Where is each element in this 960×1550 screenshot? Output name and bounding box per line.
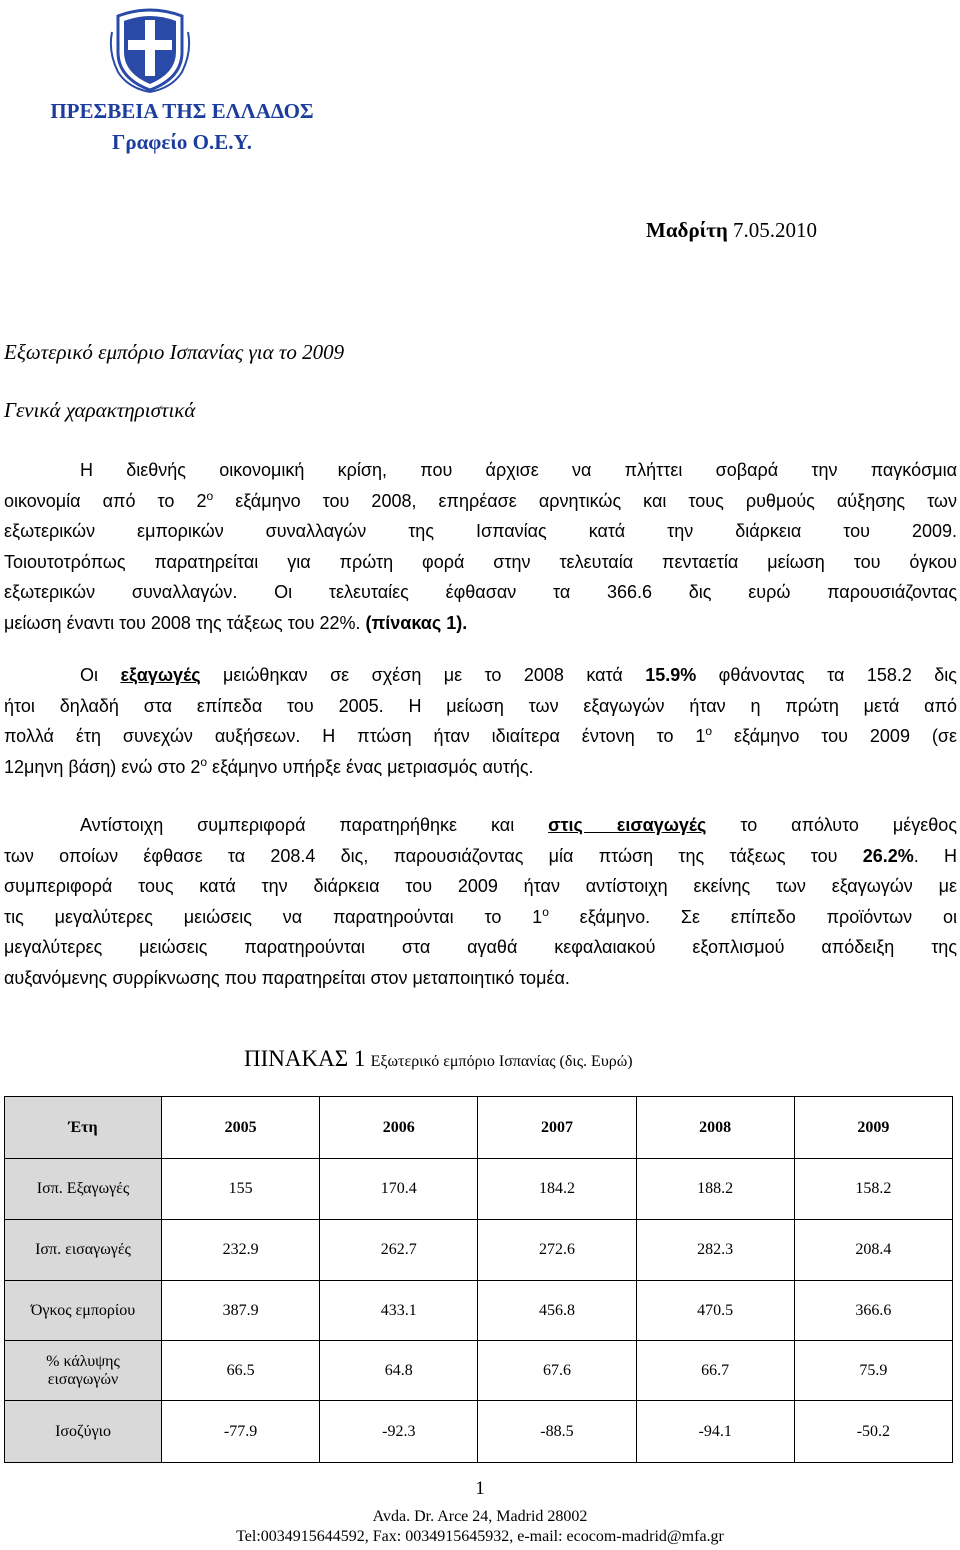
table-cell: 66.5 (162, 1341, 320, 1401)
greek-cross-shield-emblem-icon (108, 2, 192, 94)
row-label: Ισοζύγιο (5, 1401, 162, 1463)
table-cell: 64.8 (320, 1341, 478, 1401)
paragraph-overview (4, 455, 957, 638)
row-label: Όγκος εμπορίου (5, 1281, 162, 1341)
table-cell: 158.2 (794, 1159, 952, 1220)
table-cell: 170.4 (320, 1159, 478, 1220)
table-cell: -50.2 (794, 1401, 952, 1463)
document-date (646, 218, 817, 243)
text-line: εξωτερικών συναλλαγών. Οι τελευταίες έφθασαν τα 366.6 δις ευρώ παρουσιάζοντας (4, 582, 957, 602)
table-cell: 387.9 (162, 1281, 320, 1341)
table-cell: 184.2 (478, 1159, 636, 1220)
row-label: % κάλυψης εισαγωγών (5, 1341, 162, 1401)
header-cell: Έτη (5, 1097, 162, 1159)
paragraph-exports (4, 660, 957, 782)
text-line: Οι εξαγωγές μειώθηκαν σε σχέση με το 2008 κατά 15.9% φθάνοντας τα 158.2 δις (80, 665, 957, 685)
text-line: μείωση έναντι του 2008 της τάξεως του 22%. (πίνακας 1). (4, 612, 468, 633)
page-number: 1 (475, 1478, 485, 1499)
table-cell: 272.6 (478, 1220, 636, 1281)
text-line: οικονομία από το $2^o$ εξάμηνο του 2008, επηρέασε αρνητικώς και τους ρυθμούς αύξησης των (4, 488, 957, 511)
table-cell: 67.6 (478, 1341, 636, 1401)
row-label: Ισπ. Εξαγωγές (5, 1159, 162, 1220)
table-row (5, 1220, 953, 1281)
text-line: Αντίστοιχη συμπεριφορά παρατηρήθηκε και στις εισαγωγές το απόλυτο μέγεθος (80, 815, 957, 835)
table-cell: -92.3 (320, 1401, 478, 1463)
text-line: συμπεριφορά τους κατά την διάρκεια του 2009 ήταν αντίστοιχη εκείνης των εξαγωγών με (4, 876, 957, 896)
embassy-name: ΠΡΕΣΒΕΙΑ ΤΗΣ ΕΛΛΑΔΟΣ (50, 99, 314, 123)
table-number: ΠΙΝΑΚΑΣ 1 (244, 1046, 366, 1071)
table-cell: 433.1 (320, 1281, 478, 1341)
header-cell: 2007 (478, 1097, 636, 1159)
table-description: Εξωτερικό εμπόριο Ισπανίας (δις. Ευρώ) (370, 1053, 633, 1070)
text-line: των οποίων έφθασε τα 208.4 δις, παρουσιάζοντας μία πτώση της τάξεως του 26.2%. Η (4, 845, 957, 866)
footer-contact: Tel:0034915644592, Fax: 0034915645932, e-mail: ecocom-madrid@mfa.gr (236, 1528, 724, 1545)
table-cell: 366.6 (794, 1281, 952, 1341)
office-name: Γραφείο Ο.Ε.Υ. (111, 130, 252, 154)
table-cell: 282.3 (636, 1220, 794, 1281)
header-cell: 2009 (794, 1097, 952, 1159)
table-cell: -77.9 (162, 1401, 320, 1463)
table-cell: -94.1 (636, 1401, 794, 1463)
text-line: τις μεγαλύτερες μειώσεις να παρατηρούνται το $1^o$ εξάμηνο. Σε επίπεδο προϊόντων οι (4, 904, 957, 927)
table-cell: 456.8 (478, 1281, 636, 1341)
trade-table (4, 1096, 953, 1463)
table-header-row (5, 1097, 953, 1159)
document-title: Εξωτερικό εμπόριο Ισπανίας για το 2009 (4, 340, 345, 364)
header-cell: 2005 (162, 1097, 320, 1159)
date-value: 7.05.2010 (733, 218, 818, 242)
table-cell: 232.9 (162, 1220, 320, 1281)
table-cell: 155 (162, 1159, 320, 1220)
table-row (5, 1341, 953, 1401)
paragraph-imports (4, 810, 957, 993)
text-line: πολλά έτη συνεχών αυξήσεων. Η πτώση ήταν ιδιαίτερα έντονη το $1^o$ εξάμηνο του 2009 (σε (4, 724, 957, 746)
table-row (5, 1401, 953, 1463)
text-line: μεγαλύτερες μειώσεις παρατηρούνται στα αγαθά κεφαλαιακού εξοπλισμού απόδειξη της (4, 937, 957, 957)
table-cell: 75.9 (794, 1341, 952, 1401)
table-cell: 66.7 (636, 1341, 794, 1401)
footer-address: Avda. Dr. Arce 24, Madrid 28002 (372, 1508, 588, 1525)
text-line: Τοιουτοτρόπως παρατηρείται για πρώτη φορά στην τελευταία πενταετία μείωση του όγκου (4, 551, 957, 572)
table-cell: 208.4 (794, 1220, 952, 1281)
date-place: Μαδρίτη (646, 218, 728, 242)
text-line: 12μηνη βάση) ενώ στο $2^o$ εξάμηνο υπήρξε ένας μετριασμός αυτής. (4, 754, 534, 777)
text-line: ήτοι δηλαδή στα επίπεδα του 2005. Η μείωση των εξαγωγών ήταν η πρώτη μετά από (4, 695, 957, 716)
section-subtitle: Γενικά χαρακτηριστικά (4, 398, 196, 422)
table-cell: 188.2 (636, 1159, 794, 1220)
table-cell: -88.5 (478, 1401, 636, 1463)
row-label: Ισπ. εισαγωγές (5, 1220, 162, 1281)
table-row (5, 1281, 953, 1341)
table-cell: 470.5 (636, 1281, 794, 1341)
text-line: Η διεθνής οικονομική κρίση, που άρχισε να πλήττει σοβαρά την παγκόσμια (80, 460, 957, 480)
text-line: εξωτερικών εμπορικών συναλλαγών της Ισπανίας κατά την διάρκεια του 2009. (4, 521, 957, 541)
text-line: αυξανόμενης συρρίκνωσης που παρατηρείται στον μεταποιητικό τομέα. (4, 967, 570, 988)
header-cell: 2008 (636, 1097, 794, 1159)
table-title (244, 1046, 633, 1072)
table-cell: 262.7 (320, 1220, 478, 1281)
header-cell: 2006 (320, 1097, 478, 1159)
table-row (5, 1159, 953, 1220)
embassy-header (12, 96, 352, 158)
